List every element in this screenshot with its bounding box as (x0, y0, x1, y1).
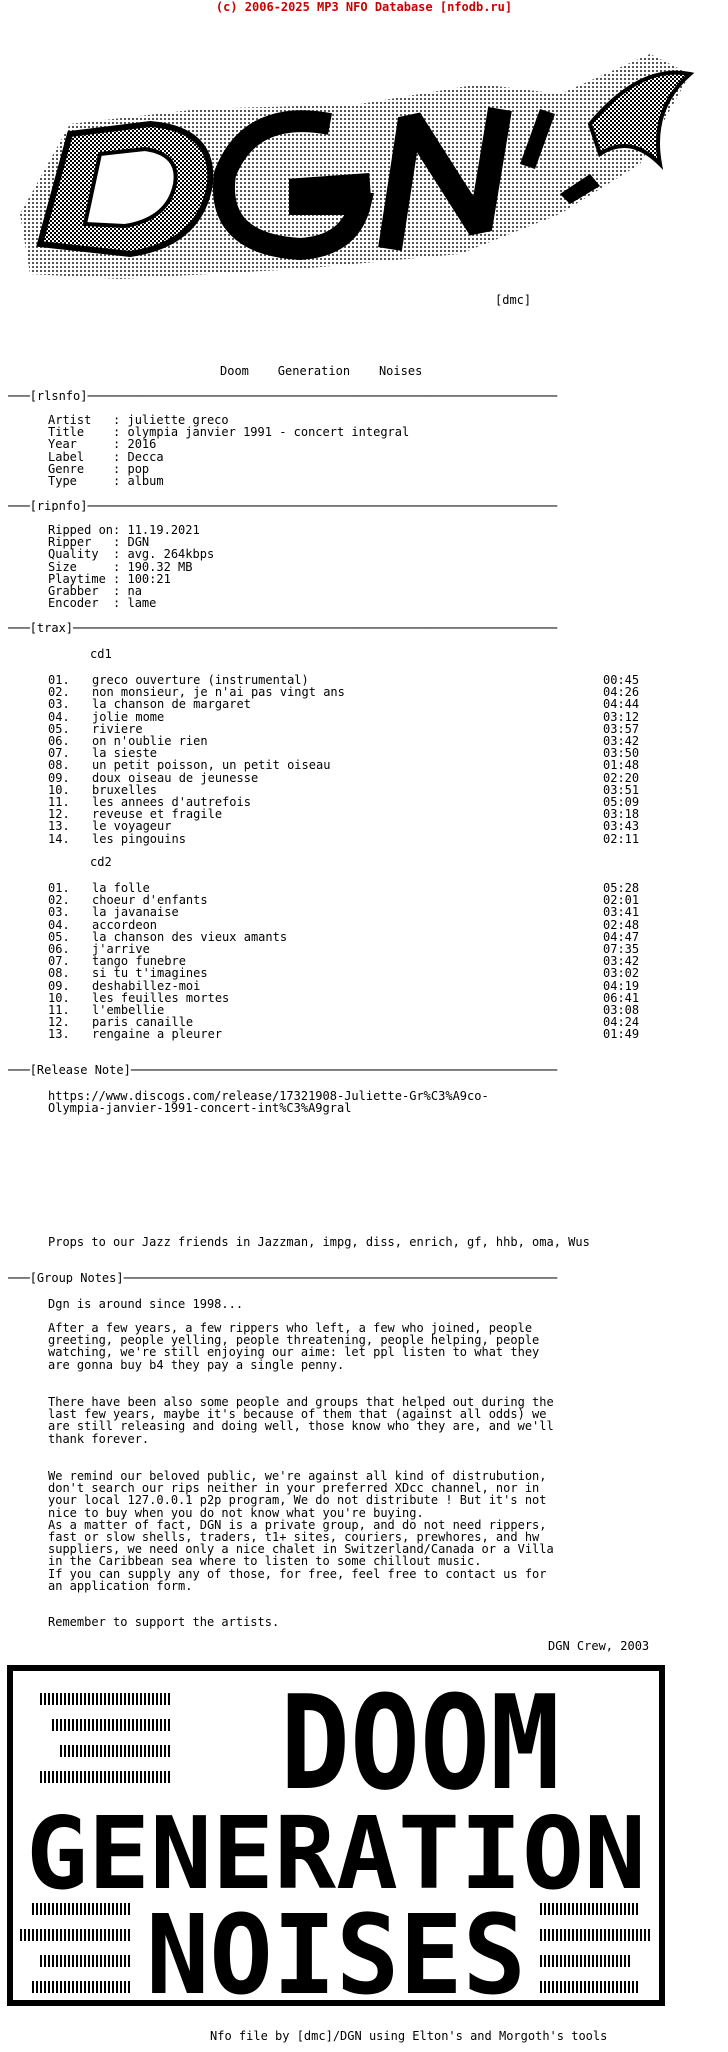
group-notes-line: fast or slow shells, traders, t1+ sites, couriers, prewhores, and hw (48, 1530, 540, 1544)
group-notes-line: last few years, maybe it's because of them that (against all odds) we (48, 1407, 547, 1422)
track-duration: 04:19 (603, 978, 640, 993)
dgn-logo (0, 14, 728, 314)
track-number: 03. (48, 905, 70, 920)
track-title: jolie mome (92, 709, 165, 724)
footer: Nfo file by [dmc]/DGN using Elton's and Morgoth's tools (210, 2029, 608, 2043)
track-duration: 02:20 (603, 770, 640, 785)
track-duration: 03:18 (603, 807, 640, 822)
track-title: riviere (92, 721, 143, 736)
track-title: les annees d'autrefois (92, 795, 251, 809)
group-notes-intro: Dgn is around since 1998... (48, 1297, 244, 1311)
site-header: (c) 2006-2025 MP3 NFO Database [nfodb.ru] (215, 0, 513, 14)
group-notes-line: are gonna buy b4 they pay a single penny. (48, 1357, 345, 1372)
track-title: paris canaille (92, 1015, 194, 1030)
track-duration: 00:45 (603, 673, 640, 687)
track-number: 01. (48, 881, 70, 895)
group-notes-line: We remind our beloved public, we're against all kind of distrubution, (48, 1469, 547, 1483)
track-title: les pingouins (92, 831, 186, 846)
track-number: 08. (48, 966, 70, 981)
track-number: 13. (48, 819, 70, 834)
track-duration: 03:02 (603, 966, 640, 981)
track-duration: 04:24 (603, 1015, 640, 1030)
group-notes-line: are still releasing and doing well, those know who they are, and we'll (48, 1419, 554, 1434)
track-number: 07. (48, 746, 70, 761)
section-group-notes: ───[Group Notes]──────────────────────────────────────────────────────────── (8, 1272, 558, 1285)
track-title: greco ouverture (instrumental) (92, 673, 309, 687)
track-number: 08. (48, 758, 70, 773)
track-number: 13. (48, 1027, 70, 1042)
track-duration: 04:47 (603, 929, 640, 944)
track-title: les feuilles mortes (92, 990, 230, 1005)
rip-info-line: Encoder : lame (48, 596, 157, 611)
track-duration: 07:35 (603, 942, 640, 956)
release-note-url-2[interactable]: Olympia-janvier-1991-concert-int%C3%A9gral (48, 1101, 352, 1115)
group-notes-line: suppliers, we need only a nice chalet in Switzerland/Canada or a Villa (48, 1542, 554, 1557)
track-duration: 03:42 (603, 954, 640, 969)
track-duration: 03:50 (603, 746, 640, 761)
track-number: 02. (48, 685, 70, 700)
cd1-label: cd1 (90, 647, 112, 661)
track-title: la sieste (92, 746, 158, 761)
group-notes-line: If you can supply any of those, for free, feel free to contact us for (48, 1566, 547, 1581)
track-title: l'embellie (92, 1003, 165, 1017)
track-title: j'arrive (92, 942, 150, 956)
track-title: le voyageur (92, 819, 172, 834)
track-title: deshabillez-moi (92, 978, 201, 993)
track-row (48, 833, 648, 845)
release-info-line: Label : Decca (48, 449, 164, 464)
track-title: la javanaise (92, 905, 179, 920)
section-ripnfo: ───[ripnfo]───────────────────────────────────────────────────────────────── (8, 500, 558, 513)
track-duration: 05:28 (603, 881, 640, 895)
track-duration: 03:12 (603, 709, 640, 724)
doom-generation-noises-logo (0, 1663, 728, 2013)
track-title: tango funebre (92, 954, 186, 969)
remember-line: Remember to support the artists. (48, 1615, 280, 1629)
track-row (48, 1028, 648, 1040)
group-notes-line: nice to buy when you do not know what you're buying. (48, 1505, 424, 1520)
track-duration: 02:48 (603, 917, 640, 932)
track-duration: 01:48 (603, 758, 640, 773)
track-title: si tu t'imagines (92, 966, 208, 981)
track-duration: 03:57 (603, 721, 640, 736)
track-title: accordeon (92, 917, 158, 932)
release-info-line: Genre : pop (48, 461, 150, 476)
track-number: 12. (48, 1015, 70, 1030)
section-release-note: ───[Release Note]─────────────────────────────────────────────────────────── (8, 1064, 558, 1077)
track-duration: 03:43 (603, 819, 640, 834)
track-duration: 01:49 (603, 1027, 640, 1042)
section-trax: ───[trax]─────────────────────────────────────────────────────────────────── (8, 622, 558, 635)
track-duration: 04:26 (603, 685, 640, 700)
track-title: choeur d'enfants (92, 893, 208, 908)
track-number: 06. (48, 734, 70, 748)
track-duration: 02:11 (603, 831, 640, 846)
group-notes-line: watching, we're still enjoying our aime: let ppl listen to what they (48, 1345, 540, 1360)
group-notes-line: your local 127.0.0.1 p2p program, We do not distribute ! But it's not (48, 1493, 547, 1508)
track-number: 03. (48, 697, 70, 712)
track-number: 05. (48, 721, 70, 736)
track-duration: 02:01 (603, 893, 640, 908)
track-number: 11. (48, 795, 70, 809)
track-duration: 06:41 (603, 990, 640, 1005)
track-title: un petit poisson, un petit oiseau (92, 758, 331, 773)
track-title: rengaine a pleurer (92, 1027, 223, 1042)
logo-line-noises: NOISES (146, 1891, 526, 2013)
track-number: 09. (48, 978, 70, 993)
track-title: doux oiseau de jeunesse (92, 770, 259, 785)
track-title: non monsieur, je n'ai pas vingt ans (92, 685, 345, 700)
track-number: 05. (48, 929, 70, 944)
group-notes-line: an application form. (48, 1578, 193, 1593)
track-duration: 03:42 (603, 734, 640, 748)
logo-credit: [dmc] (495, 293, 532, 307)
group-notes-line: As a matter of fact, DGN is a private group, and do not need rippers, (48, 1517, 547, 1532)
track-title: reveuse et fragile (92, 807, 223, 822)
track-number: 14. (48, 831, 70, 846)
track-number: 02. (48, 893, 70, 908)
rip-info-line: Size : 190.32 MB (48, 559, 193, 574)
track-number: 01. (48, 673, 70, 687)
release-info-line: Artist : juliette greco (48, 413, 229, 427)
section-rlsnfo: ───[rlsnfo]───────────────────────────────────────────────────────────────── (8, 390, 558, 403)
track-duration: 05:09 (603, 795, 640, 809)
track-title: la chanson de margaret (92, 697, 251, 712)
track-number: 04. (48, 709, 70, 724)
group-notes-line: greeting, people yelling, people threatening, people helping, people (48, 1333, 540, 1348)
track-title: la chanson des vieux amants (92, 929, 288, 944)
track-number: 06. (48, 942, 70, 956)
group-notes-line: in the Caribbean sea where to listen to some chillout music. (48, 1554, 482, 1569)
props-line: Props to our Jazz friends in Jazzman, impg, diss, enrich, gf, hhb, oma, Wus (48, 1235, 590, 1249)
track-duration: 03:08 (603, 1003, 640, 1017)
track-number: 11. (48, 1003, 70, 1017)
cd2-label: cd2 (90, 855, 112, 869)
group-name: Doom Generation Noises (220, 364, 423, 378)
rip-info-line: Ripper : DGN (48, 535, 150, 550)
signature: DGN Crew, 2003 (548, 1639, 650, 1653)
logo-line-generation: GENERATION (26, 1795, 646, 1912)
group-notes-line: thank forever. (48, 1431, 150, 1446)
group-notes-line: don't search our rips neither in your preferred XDcc channel, nor in (48, 1481, 540, 1496)
release-info-line: Type : album (48, 474, 164, 488)
track-title: bruxelles (92, 782, 158, 797)
track-number: 12. (48, 807, 70, 822)
track-duration: 03:51 (603, 782, 640, 797)
rip-info-line: Ripped on: 11.19.2021 (48, 523, 200, 537)
rip-info-line: Quality : avg. 264kbps (48, 547, 215, 562)
track-number: 10. (48, 990, 70, 1005)
track-duration: 04:44 (603, 697, 640, 712)
release-info-line: Year : 2016 (48, 437, 157, 452)
release-note-url-1[interactable]: https://www.discogs.com/release/17321908-Juliette-Gr%C3%A9co- (48, 1089, 489, 1103)
track-number: 04. (48, 917, 70, 932)
rip-info-line: Playtime : 100:21 (48, 571, 171, 586)
track-title: la folle (92, 881, 150, 895)
track-number: 10. (48, 782, 70, 797)
release-info-line: Title : olympia janvier 1991 - concert integral (48, 425, 410, 440)
track-number: 09. (48, 770, 70, 785)
track-duration: 03:41 (603, 905, 640, 920)
track-title: on n'oublie rien (92, 734, 208, 748)
group-notes-line: After a few years, a few rippers who left, a few who joined, people (48, 1321, 533, 1335)
logo-line-doom: DOOM (280, 1667, 560, 1819)
group-notes-line: There have been also some people and groups that helped out during the (48, 1395, 554, 1409)
rip-info-line: Grabber : na (48, 584, 142, 598)
track-number: 07. (48, 954, 70, 969)
